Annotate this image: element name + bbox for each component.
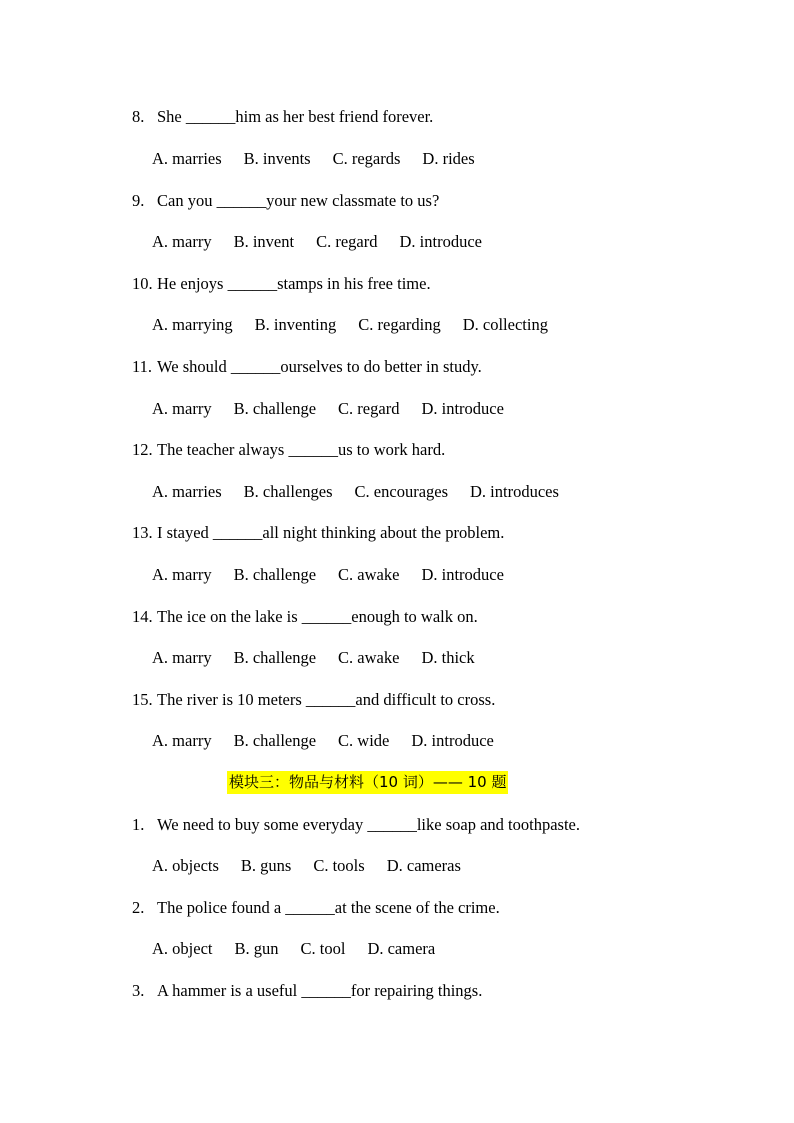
question-number: 11. [132,357,153,376]
question-stem: I stayed ______all night thinking about the problem. [157,523,505,542]
section-heading: 模块三：物品与材料（10 词）—— 10 题 [227,771,508,794]
module3-options-1 [152,856,483,876]
option-b: B. inventing [254,315,337,334]
option-d: D. introduce [399,232,482,251]
option-a: A. marry [152,232,212,251]
module3-question-2 [132,898,500,918]
option-c: C. tool [300,939,346,958]
question-14 [132,607,478,627]
option-d: D. introduces [470,482,559,501]
option-b: B. challenge [233,731,317,750]
module3-options-2 [152,939,457,959]
option-a: A. marry [152,731,212,750]
options-9 [152,232,504,252]
question-stem: We need to buy some everyday ______like soap and toothpaste. [157,815,580,834]
option-d: D. rides [422,149,475,168]
option-c: C. tools [313,856,365,875]
option-c: C. regards [332,149,401,168]
options-12 [152,482,581,502]
question-11 [132,357,482,377]
option-b: B. challenges [243,482,333,501]
option-d: D. camera [367,939,436,958]
option-b: B. gun [234,939,279,958]
question-number: 3. [132,981,145,1000]
option-d: D. introduce [421,399,504,418]
option-a: A. marrying [152,315,233,334]
option-d: D. thick [421,648,475,667]
options-15 [152,731,516,751]
question-stem: He enjoys ______stamps in his free time. [157,274,431,293]
option-b: B. challenge [233,399,317,418]
option-d: D. introduce [421,565,504,584]
option-b: B. invents [243,149,311,168]
question-stem: The teacher always ______us to work hard. [157,440,446,459]
option-c: C. awake [338,565,400,584]
option-a: A. objects [152,856,219,875]
option-d: D. introduce [411,731,494,750]
question-number: 2. [132,898,145,917]
option-d: D. cameras [386,856,461,875]
module3-question-1 [132,815,580,835]
question-stem: The river is 10 meters ______and difficult to cross. [157,690,496,709]
options-13 [152,565,526,585]
option-a: A. marries [152,482,222,501]
option-b: B. invent [233,232,295,251]
question-stem: A hammer is a useful ______for repairing things. [157,981,483,1000]
option-c: C. regarding [358,315,441,334]
module3-question-3 [132,981,482,1001]
question-stem: The ice on the lake is ______enough to walk on. [157,607,478,626]
options-14 [152,648,497,668]
option-a: A. object [152,939,213,958]
question-12 [132,440,445,460]
question-stem: She ______him as her best friend forever. [157,107,434,126]
question-number: 12. [132,440,153,459]
option-c: C. awake [338,648,400,667]
option-a: A. marry [152,399,212,418]
option-c: C. regard [316,232,378,251]
option-c: C. wide [338,731,390,750]
question-stem: Can you ______your new classmate to us? [157,191,440,210]
question-10 [132,274,431,294]
option-c: C. encourages [354,482,449,501]
option-b: B. challenge [233,565,317,584]
option-a: A. marries [152,149,222,168]
question-9 [132,191,439,211]
question-number: 9. [132,191,145,210]
option-c: C. regard [338,399,400,418]
question-13 [132,523,504,543]
question-number: 8. [132,107,145,126]
question-stem: The police found a ______at the scene of the crime. [157,898,500,917]
option-a: A. marry [152,565,212,584]
question-number: 14. [132,607,153,626]
options-10 [152,315,570,335]
question-number: 1. [132,815,145,834]
options-11 [152,399,526,419]
question-number: 15. [132,690,153,709]
question-number: 13. [132,523,153,542]
options-8 [152,149,497,169]
option-b: B. guns [240,856,292,875]
option-d: D. collecting [462,315,548,334]
question-number: 10. [132,274,153,293]
question-15 [132,690,495,710]
question-8 [132,107,433,127]
option-a: A. marry [152,648,212,667]
question-stem: We should ______ourselves to do better in study. [157,357,482,376]
option-b: B. challenge [233,648,317,667]
